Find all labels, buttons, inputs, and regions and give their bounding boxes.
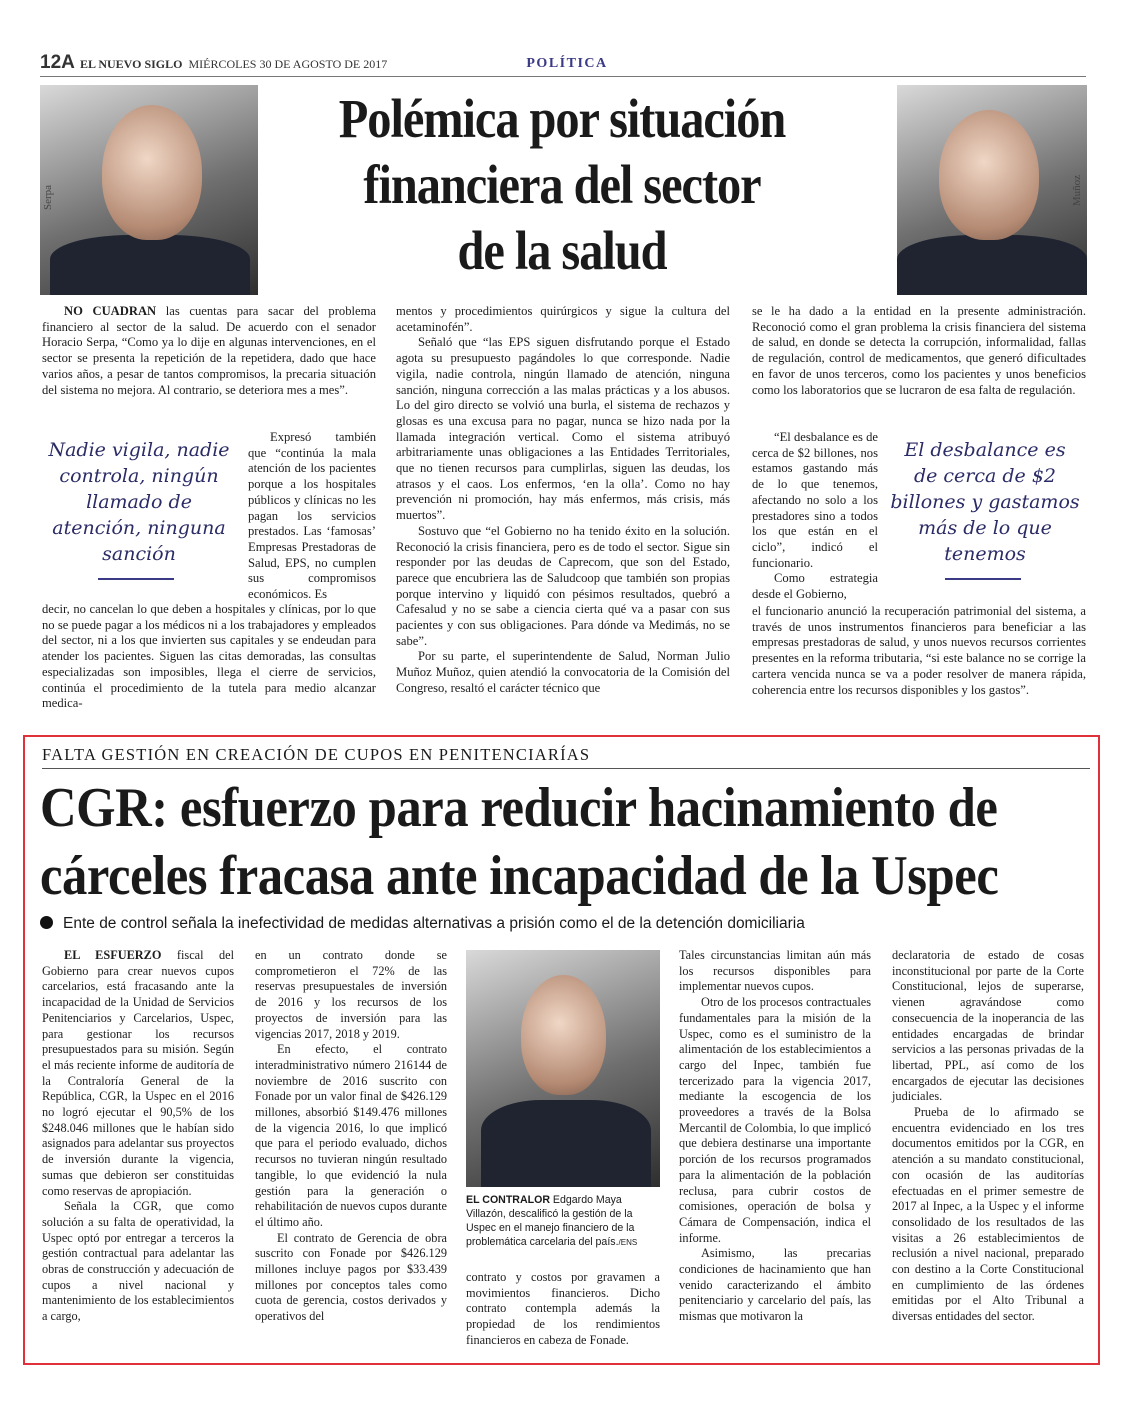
story2-lead: EL ESFUERZO: [64, 948, 162, 962]
story2-col4: [679, 948, 871, 1325]
story1-col3-p2: “El desbalance es de cerca de $2 billones, nos estamos gastando más de lo que tenemos, afectando no solo a los prestadores sino a todos los que están en el ciclo”, indicó el funcionario.: [752, 430, 878, 570]
story1-col1-p2a: Expresó también que “continúa la mala atención de los pacientes porque a los hospitales públicos y clínicas no les pagan los servicios prestados. Las ‘famosas’ Empresas Prestadoras de Salud, EPS, no cumplen sus compromisos económicos. Es: [248, 430, 376, 602]
photo-caption: [466, 1193, 661, 1250]
photo-credit: /ENS: [618, 1238, 638, 1247]
story2-col3: [466, 1270, 660, 1349]
story2-col1-p2: Señala la CGR, que como solución a su falta de operatividad, la Uspec optó por entregar a terceros la gestión contractual para adelantar las obras de construcción y adecuación de cupos a nivel nacional y mantenimiento de los establecimientos a cargo,: [42, 1199, 234, 1324]
story1-headline: [298, 86, 826, 284]
kicker-rule: [42, 768, 1090, 769]
story2-kicker: FALTA GESTIÓN EN CREACIÓN DE CUPOS EN PENITENCIARÍAS: [42, 745, 591, 764]
story2-headline-line: CGR: esfuerzo para reducir hacinamiento de: [40, 777, 998, 839]
story1-col1-bottom: [42, 602, 376, 712]
photo-serpa: [40, 85, 258, 295]
story2-col2: [255, 948, 447, 1325]
story1-pull-quote-left: Nadie vigila, nadie controla, ningún llamado de atención, ninguna sanción: [48, 439, 230, 565]
story2-col5-p2: Prueba de lo afirmado se encuentra evidenciado en los tres documentos emitidos por la CGR, en atención a su mandato constitucional, con ocasión de las auditorías efectuadas en el primer semestre de 2017 al Inpec, a la Uspec y el informe consolidado de los resultados de las visitas a 26 establecimientos de reclusión a nivel nacional, preparado con destino a la Corte Constitucional en cumplimiento de las órdenes emitidas por el Alto Tribunal a diversas entidades del sector.: [892, 1105, 1084, 1324]
page-number: 12A: [40, 52, 75, 73]
story1-col3-wrap: [752, 430, 878, 603]
story2-col4-p3: Asimismo, las precarias condiciones de hacinamiento que han venido caracterizando el ámbito penitenciario y carcelario del país, las mismas que motivaron la: [679, 1246, 871, 1324]
photo-label-serpa: Serpa: [42, 185, 54, 211]
caption-lead: EL CONTRALOR: [466, 1194, 550, 1206]
story1-col1-wrap: [248, 430, 376, 603]
story2-col1: [42, 948, 234, 1325]
story1-col3-top: [752, 304, 1086, 398]
photo-contralor: [466, 950, 660, 1187]
story2-col1-p1: fiscal del Gobierno para crear nuevos cupos carcelarios, está fracasando ante la incapacidad de la Unidad de Servicios Penitenciarios y Carcelarios, Uspec, para gestionar los recursos presupuestados para su misión. Según el más reciente informe de auditoría de la Contraloría General de la República, CGR, la Uspec en el 2016 no logró ejecutar el 90,5% de los $248.046 millones que le habían sido asignados para adelantar sus proyectos de inversión durante la vigencia, sumas que debieron ser constituidas como reservas de apropiación.: [42, 948, 234, 1198]
story1-headline-line: Polémica por situación: [338, 88, 786, 149]
story1-headline-line: financiera del sector: [363, 154, 761, 215]
story2-subhead-text: Ente de control señala la inefectividad de medidas alternativas a prisión como el de la detención domiciliaria: [63, 915, 805, 932]
story1-col2-p1: mentos y procedimientos quirúrgicos y sigue la cultura del acetaminofén”.: [396, 304, 730, 334]
story1-col2-p3: Sostuvo que “el Gobierno no ha tenido éxito en la solución. Reconoció la crisis financiera, pero es de todo el sector. Sigue sin responder por las deudas de Caprecom, que son del Estado, parece que encubriera las de Saludcoop que también son propias porque intervino y liquidó con pésimos resultados, quebró a Cafesalud y no se sabe a ciencia cierta qué va a pasar con sus pacientes y con sus obligaciones. Para dónde va Medimás, no se sabe”.: [396, 523, 730, 648]
story2-col5-p1: declaratoria de estado de cosas inconstitucional por parte de la Corte Constitucional, lejos de superarse, vienen agravándose como consecuencia de la inoperancia de las entidades encargadas de brindar servicios a las personas privadas de la libertad, PPL, así como de los encargados de ejecutar las decisiones judiciales.: [892, 948, 1084, 1104]
story1-col1-top: [42, 304, 376, 398]
story1-col2-p2: Señaló que “las EPS siguen disfrutando porque el Estado agota su presupuesto pagándoles lo que corresponde. Nadie vigila, nadie controla, ningún llamado de atención, ninguna sanción, ninguna corrección a las malas prácticas y a los abusos. Lo del giro directo se volvió una burla, el sistema de rechazos y glosas es una excusa para no pagar, nunca se hizo nada por la llamada integración vertical. Como el sistema atribuyó arbitrariamente unas obligaciones a las Entidades Territoriales, que no tienen recursos para cumplirlas, siguen las deudas, los atrasos y el caos. Los enfermos, ‘en la olla’. Como no hay prevención ni promoción, hay más enfermos, más crisis, más muertos”.: [396, 335, 730, 523]
story1-col2: [396, 304, 730, 697]
photo-label-munoz: Muñoz: [1071, 175, 1083, 207]
pull-quote-rule: [945, 578, 1021, 580]
story2-subhead: [40, 915, 1040, 933]
publication-date: MIÉRCOLES 30 DE AGOSTO DE 2017: [188, 57, 388, 71]
story2-col2-p2: En efecto, el contrato interadministrativo número 216144 de noviembre de 2016 suscrito con Fonade por un valor final de $426.129 millones, absorbió $149.476 millones de la vigencia 2016, lo que implicó que para el periodo evaluado, dichos recursos no tuvieran ningún resultado tangible, lo que evidenció la nula gestión para la generación o rehabilitación de nuevos cupos durante el último año.: [255, 1042, 447, 1229]
story2-headline-line: cárceles fracasa ante incapacidad de la Uspec: [40, 845, 999, 907]
story2-col5: [892, 948, 1084, 1325]
story2-col2-p3: El contrato de Gerencia de obra suscrito con Fonade por $426.129 millones incluye pagos por $33.439 millones por conceptos tales como cuota de gerencia, costos derivados y operativos del: [255, 1230, 447, 1324]
story1-col3-bottom: [752, 604, 1086, 698]
pull-quote-rule: [98, 578, 174, 580]
story2-headline: [40, 774, 1090, 910]
story1-col3-p3a: Como estrategia desde el Gobierno,: [752, 571, 878, 602]
story2-col4-p2: Otro de los procesos contractuales fundamentales para la misión de la Uspec, como es el suministro de la alimentación de los establecimientos a cargo del Inpec, también fue tercerizado para la vigencia 2017, mediante la escogencia de los proveedores a través de la Bolsa Mercantil de Colombia, lo que implicó que debiera destinarse una importante porción de los recursos programados para la alimentación de la población reclusa, para cubrir costos de comisiones, operación de bolsa y Cámara de Compensación, indica el informe.: [679, 995, 871, 1245]
bullet-icon: [40, 916, 53, 929]
story1-col3-p3b: el funcionario anunció la recuperación patrimonial del sistema, a través de unos instrumentos financieros para beneficiar a las empresas prestadoras de salud, y unos nuevos recursos corrientes presentes en la reforma tributaria, “si este balance no se corrige la cartera vencida nunca se va a poder resolver de manera rápida, coherencia entre los recursos disponibles y los gastos”.: [752, 604, 1086, 697]
photo-munoz: [897, 85, 1087, 295]
story1-pull-quote-right: El desbalance es de cerca de $2 billones y gastamos más de lo que tenemos: [890, 439, 1080, 565]
section-label: POLÍTICA: [526, 56, 608, 71]
story1-col3-p1: se le ha dado a la entidad en la presente administración. Reconoció como el gran problema la crisis financiera del sistema de salud, en donde se detecta la corrupción, informalidad, fallas de regulación, control de medicamentos, que generó dificultades en favor de unos terceros, como los pacientes y unos beneficios como los laboratorios que se lucraron de esa falta de regulación.: [752, 304, 1086, 397]
story1-headline-line: de la salud: [457, 220, 667, 281]
story2-col4-p1: Tales circunstancias limitan aún más los recursos disponibles para implementar nuevos cupos.: [679, 948, 871, 994]
publication-line: [80, 57, 387, 72]
story1-col1-p2b: decir, no cancelan lo que deben a hospitales y clínicas, por lo que no se puede pagar a los médicos ni a los trabajadores y empleados del sector, ni a los que invierten sus capitales y se endeudan para atender los pacientes. Siguen las citas demoradas, las consultas especializadas son imposibles, llega el cierre de servicios, continúa el procedimiento de la tutela para medio alcanzar medica-: [42, 602, 376, 711]
story2-col3-p1: contrato y costos por gravamen a movimientos financieros. Dicho contrato contempla además la propiedad de los rendimientos financieros en cabeza de Fonade.: [466, 1270, 660, 1347]
story2-col2-p1: en un contrato donde se comprometieron el 72% de las reservas presupuestales de inversión de 2016 y los recursos de los proyectos de inversión para las vigencias 2017, 2018 y 2019.: [255, 948, 447, 1041]
story1-lead: NO CUADRAN: [64, 304, 157, 318]
story1-col2-p4: Por su parte, el superintendente de Salud, Norman Julio Muñoz Muñoz, quien atendió la convocatoria de la Comisión del Congreso, resaltó el carácter técnico que: [396, 649, 730, 695]
header-rule: [40, 76, 1086, 77]
publication-name: EL NUEVO SIGLO: [80, 57, 183, 71]
story1-col1-p1: las cuentas para sacar del problema financiero al sector de la salud. De acuerdo con el senador Horacio Serpa, “Como ya lo dije en algunas intervenciones, en el sector se presenta la repetición de la repetidera, dado que hace varios años, a pesar de tantos compromisos, la precaria situación del sistema no mejora. Al contrario, se deteriora mes a mes”.: [42, 304, 376, 397]
caption-text: Edgardo Maya Villazón, descalificó la gestión de la Uspec en el manejo financiero de la problemática carcelaria del país.: [466, 1194, 635, 1248]
